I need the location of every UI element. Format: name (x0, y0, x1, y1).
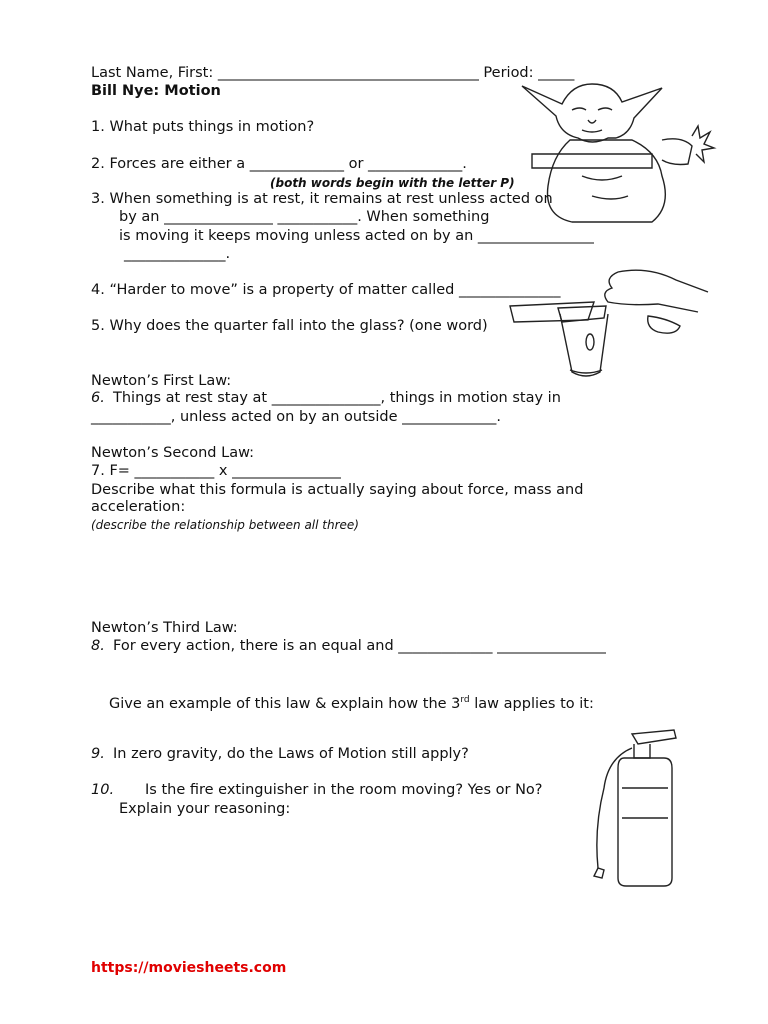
question-3-line-1: 3. When something is at rest, it remains at rest unless acted on (91, 191, 553, 207)
fire-extinguisher-illustration (588, 728, 684, 888)
second-law-heading: Newton’s Second Law: (91, 445, 255, 461)
question-10: Is the fire extinguisher in the room moving? Yes or No? (145, 782, 543, 798)
question-10-explain: Explain your reasoning: (119, 801, 291, 817)
third-law-example-text-end: law applies to it: (469, 695, 594, 712)
question-4: 4. “Harder to move” is a property of matter called ______________ (91, 282, 561, 298)
question-6-line-1: Things at rest stay at _______________, things in motion stay in (113, 390, 561, 406)
second-law-hint: (describe the relationship between all three) (91, 518, 359, 532)
question-8-number: 8. (91, 638, 105, 654)
question-1: 1. What puts things in motion? (91, 119, 315, 135)
question-6-number: 6. (91, 390, 105, 406)
second-law-describe-1: Describe what this formula is actually saying about force, mass and (91, 482, 584, 498)
question-9: In zero gravity, do the Laws of Motion still apply? (113, 746, 469, 762)
question-10-number: 10. (91, 782, 115, 798)
third-law-example-superscript: rd (460, 695, 470, 705)
third-law-heading: Newton’s Third Law: (91, 620, 238, 636)
question-7-formula: 7. F= ___________ x _______________ (91, 463, 341, 479)
question-2-hint: (both words begin with the letter P) (270, 176, 515, 190)
worksheet-title: Bill Nye: Motion (91, 83, 221, 99)
first-law-heading: Newton’s First Law: (91, 373, 232, 389)
question-9-number: 9. (91, 746, 105, 762)
third-law-example-text: Give an example of this law & explain how the 3 (109, 695, 461, 712)
question-8-line: For every action, there is an equal and _____________ _______________ (113, 638, 606, 654)
second-law-describe-2: acceleration: (91, 499, 186, 515)
name-period-line: Last Name, First: ____________________________________ Period: _____ (91, 65, 575, 81)
question-6-line-2: ___________, unless acted on by an outside _____________. (91, 409, 501, 425)
footer-url-link[interactable]: https://moviesheets.com (91, 960, 287, 976)
question-3-line-4: ______________. (124, 246, 231, 262)
third-law-example (109, 691, 594, 713)
question-5: 5. Why does the quarter fall into the glass? (one word) (91, 318, 488, 334)
question-2: 2. Forces are either a _____________ or _____________. (91, 156, 467, 172)
question-3-line-2: by an _______________ ___________. When something (119, 209, 490, 225)
question-3-line-3: is moving it keeps moving unless acted on by an ________________ (119, 228, 594, 244)
